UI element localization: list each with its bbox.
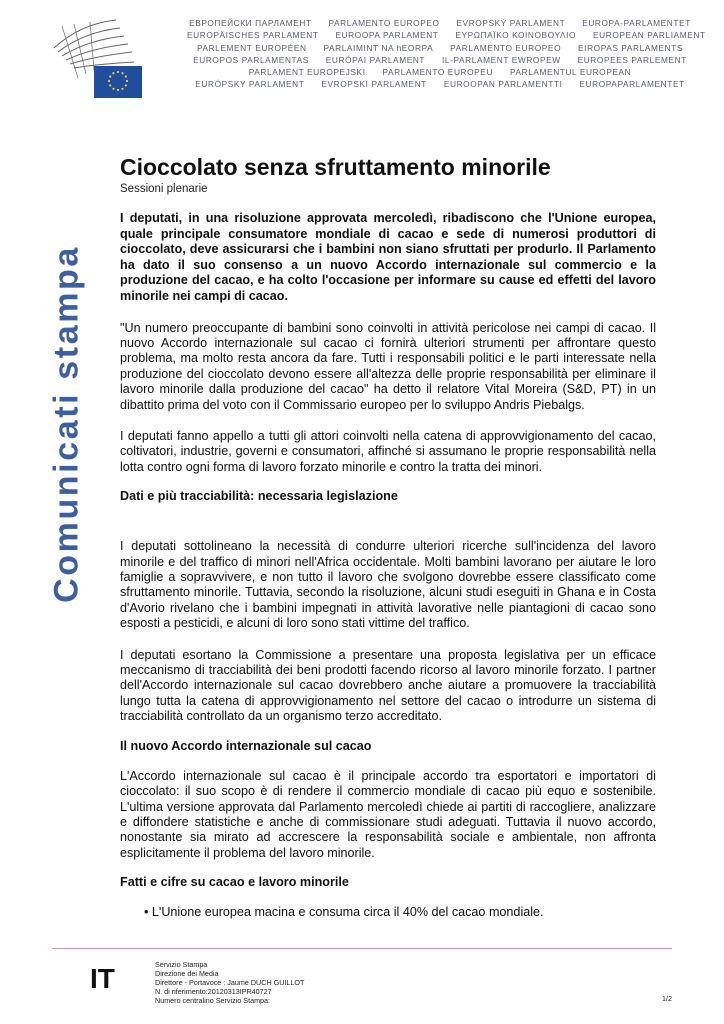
parliament-names-row [180, 78, 700, 90]
body-paragraph: "Un numero preoccupante di bambini sono coinvolti in attività pericolose nei campi di cacao. Il nuovo Accordo internazionale sul cacao ci fornirà ulteriori strumenti per affrontare questo problema, ma molto resta ancora da fare. Tutti i responsabili politici e le parti interessate nella produzione del cioccolato devono essere all'altezza delle proprie responsabilità per eliminare il lavoro minorile dalla produzione del cacao" ha detto il relatore Vital Moreira (S&D, PT) in un dibattito prima del voto con il Commissario europeo per lo sviluppo Andris Piebalgs. [120, 320, 656, 412]
bullet-item: • L'Unione europea macina e consuma circa il 40% del cacao mondiale. [144, 905, 544, 920]
parliament-name: PARLAMENTO EUROPEU [382, 67, 494, 78]
parliament-name: IL-PARLAMENT EWROPEW [442, 54, 561, 65]
body-paragraph: I deputati sottolineano la necessità di condurre ulteriori ricerche sull'incidenza del lavoro minorile e del traffico di minori nell'Africa occidentale. Molti bambini lavorano per aiutare le loro famiglie a sopravvivere, e non tutto il lavoro che svolgono dovrebbe essere classificato come sfruttamento minorile. Tuttavia, secondo la risoluzione, alcuni studi eseguiti in Ghana e in Costa d'Avorio rivelano che i bambini impegnati in attività lavorative nelle piantagioni di cacao sono esposti a pesticidi, e alcuni di loro sono stati vittime del traffico. [120, 539, 656, 631]
parliament-name: EURÓPSKY PARLAMENT [195, 79, 305, 90]
footer-info [155, 960, 304, 1005]
parliament-names-row [180, 17, 700, 29]
parliament-name: PARLAMENTO EUROPEO [450, 42, 562, 53]
subheading: Il nuovo Accordo internazionale sul cacao [120, 738, 372, 753]
parliament-name: EUROPEAN PARLIAMENT [593, 30, 706, 41]
body-paragraph: I deputati esortano la Commissione a presentare una proposta legislativa per un efficace meccanismo di tracciabilità dei beni prodotti facendo ricorso al lavoro minorile forzato. I partner dell'Accordo internazionale sul cacao dovrebbero anche aiutare a promuovere la tracciabilità lungo tutta la catena di approvvigionamento nel settore del cacao o introdurre un sistema di tracciabilità controllato da un organismo terzo accreditato. [120, 647, 656, 724]
lead-paragraph: I deputati, in una risoluzione approvata mercoledì, ribadiscono che l'Unione europea, quale principale consumatore mondiale di cacao e sede di numerosi produttori di cioccolato, deve assicurarsi che i bambini non siano sfruttati per produrlo. Il Parlamento ha dato il suo consenso a un nuovo Accordo internazionale sul commercio e la produzione del cacao, e ha colto l'occasione per informare su cause ed effetti del lavoro minorile nei campi di cacao. [120, 211, 656, 303]
footer-line: Numero centralino Servizio Stampa: [155, 996, 271, 1005]
document-header [0, 0, 724, 115]
footer-line: Direttore - Portavoce : Jaume DUCH GUILLOT [155, 978, 305, 987]
footer-line: Direzione dei Media [155, 969, 219, 978]
side-label-text: Comunicati stampa [47, 245, 86, 603]
side-label [47, 196, 87, 652]
parliament-name: PARLAMENTUL EUROPEAN [509, 67, 632, 78]
section-label: Sessioni plenarie [120, 183, 208, 195]
european-parliament-logo [50, 18, 180, 100]
parliament-name: PARLAIMINT NA hEORPA [323, 42, 434, 53]
article [120, 152, 656, 919]
parliament-name: EVROPSKÝ PARLAMENT [456, 18, 566, 28]
parliament-name: EVROPSKI PARLAMENT [321, 79, 427, 90]
footer-divider [52, 948, 672, 949]
parliament-names-row [180, 42, 700, 54]
subheading: Fatti e cifre su cacao e lavoro minorile [120, 875, 349, 890]
parliament-name: EUROPÄISCHES PARLAMENT [187, 30, 319, 41]
parliament-names-row [180, 66, 700, 78]
parliament-names-block [180, 17, 706, 91]
footer-line: N. di riferimento:20120313IPR40727 [155, 987, 272, 996]
footer-line: Servizio Stampa [155, 960, 208, 969]
parliament-name: EUROPAPARLAMENTET [579, 79, 685, 90]
parliament-name: PARLEMENT EUROPÉEN [196, 42, 307, 53]
eu-flag [94, 66, 142, 98]
page-number: 1/2 [662, 994, 672, 1003]
parliament-name: EUROOPA PARLAMENT [335, 30, 439, 41]
language-code: IT [90, 963, 115, 994]
parliament-name: ΕΥΡΩΠΑΪΚΟ ΚΟΙΝΟΒΟΥΛΙΟ [455, 30, 577, 41]
body-paragraph: I deputati fanno appello a tutti gli attori coinvolti nella catena di approvvigionamento del cacao, coltivatori, industrie, governi e consumatori, affinché si assumano le proprie responsabilità nella lotta contro ogni forma di lavoro forzato minorile e contro la tratta dei minori. [120, 429, 656, 474]
subheading: Dati e più tracciabilità: necessaria legislazione [120, 489, 398, 504]
parliament-name: PARLAMENTO EUROPEO [328, 18, 440, 28]
parliament-names-row [180, 29, 706, 41]
parliament-name: EUROPOS PARLAMENTAS [193, 54, 309, 65]
body-paragraph: L'Accordo internazionale sul cacao è il principale accordo tra esportatori e importatori di cioccolato: il suo scopo è di rendere il commercio mondiale di cacao più equo e sostenibile. L'ultima versione approvata dal Parlamento mercoledì chiede ai partiti di raccogliere, analizzare e diffondere statistiche e anche di commissionare studi adeguati. Tuttavia il nuovo accordo, nonostante sia mirato ad accrescere la responsabilità sociale e ambientale, non affronta esplicitamente il problema del lavoro minorile. [120, 768, 656, 860]
parliament-name: EUROPEES PARLEMENT [577, 54, 687, 65]
parliament-name: ЕВРОПЕЙСКИ ПАРЛАМЕНТ [189, 18, 312, 28]
article-title: Cioccolato senza sfruttamento minorile [120, 154, 551, 180]
parliament-name: PARLAMENT EUROPEJSKI [248, 67, 366, 78]
parliament-names-row [180, 54, 700, 66]
parliament-name: EUROPA-PARLAMENTET [582, 18, 691, 28]
parliament-name: EIROPAS PARLAMENTS [578, 42, 684, 53]
parliament-name: EUROOPAN PARLAMENTTI [443, 79, 563, 90]
parliament-name: EURÓPAI PARLAMENT [325, 54, 426, 65]
